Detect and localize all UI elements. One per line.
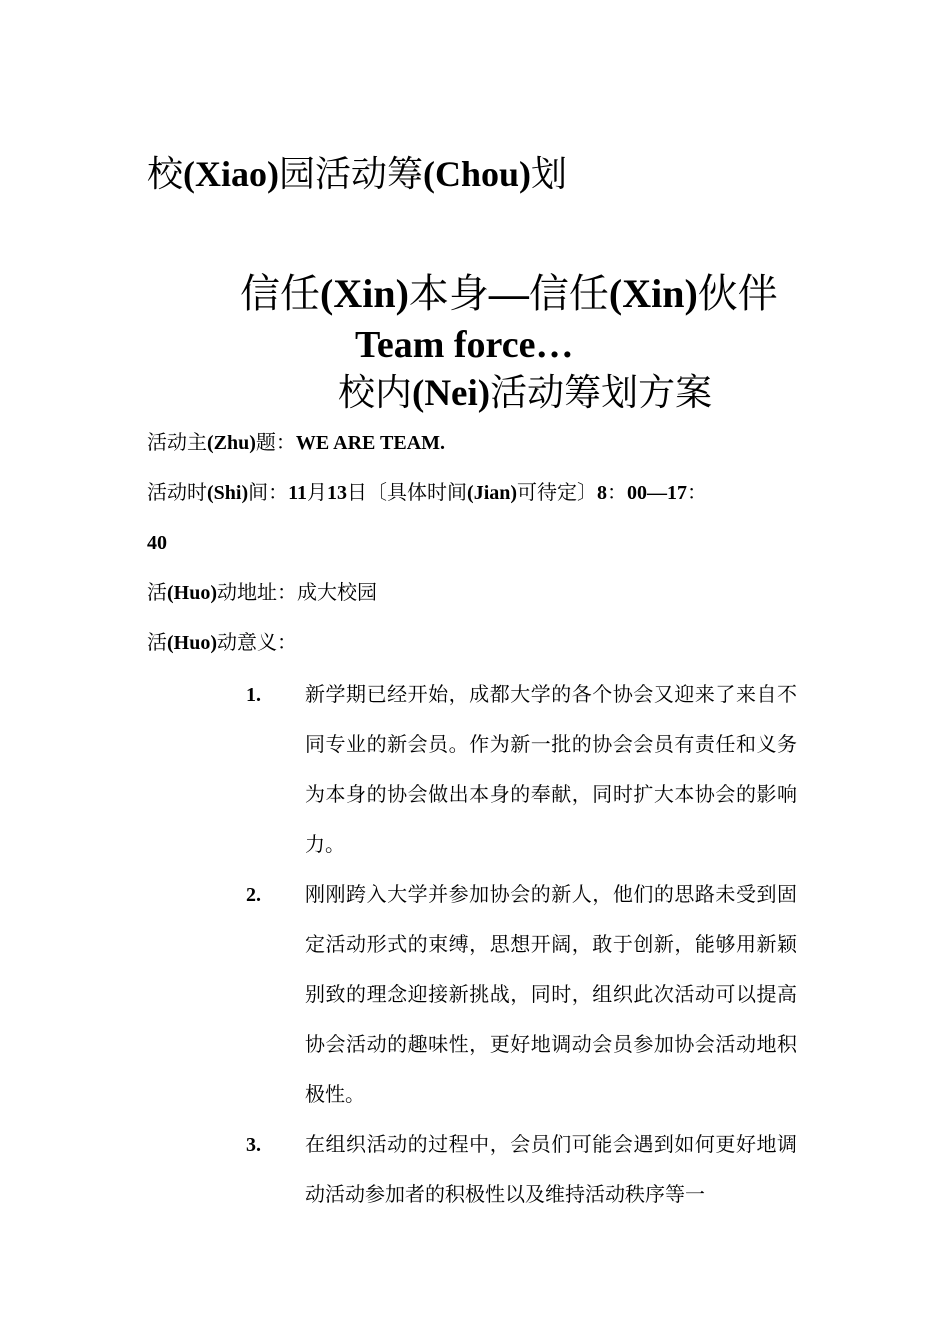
list-item-text: 新学期已经开始，成都大学的各个协会又迎来了来自不同专业的新会员。作为新一批的协会会员有责任和义务为本身的协会做出本身的奉献，同时扩大本协会的影响力。 <box>305 684 797 856</box>
list-item <box>0 670 950 870</box>
document-title <box>147 150 567 198</box>
subtitle-text: 信任 <box>240 271 320 316</box>
title-text: 校 <box>147 154 184 194</box>
activity-location <box>147 579 377 607</box>
list-item-text: 在组织活动的过程中，会员们可能会遇到如何更好地调动活动参加者的积极性以及维持活动秩序等一 <box>305 1134 797 1206</box>
subtitle-text: 信任 <box>528 271 609 316</box>
meaning-list <box>0 670 950 1220</box>
title-pinyin: (Chou) <box>423 154 532 194</box>
title-text: 园活动筹 <box>279 154 424 194</box>
theme-label: 题： <box>255 432 296 454</box>
time-text: 日〔具体时间 <box>347 482 468 504</box>
location-label: 活 <box>147 582 167 604</box>
meaning-label: 活 <box>147 632 167 654</box>
subtitle-dash: — <box>488 271 529 316</box>
location-pinyin: (Huo) <box>167 582 217 604</box>
time-range: 00—17 <box>627 482 688 504</box>
theme-label: 活动主 <box>147 432 207 454</box>
time-day: 13 <box>327 482 348 504</box>
subtitle-text: 本身 <box>408 271 489 316</box>
subtitle <box>240 268 778 320</box>
team-force-heading: Team force… <box>355 324 574 366</box>
subtitle-pinyin: (Xin) <box>320 271 409 316</box>
title-pinyin: (Xiao) <box>183 154 279 194</box>
time-colon: ： <box>687 482 708 504</box>
meaning-pinyin: (Huo) <box>167 632 217 654</box>
time-label: 间： <box>248 482 289 504</box>
subtitle-pinyin: (Xin) <box>608 271 698 316</box>
time-month: 11 <box>288 482 308 504</box>
plan-title-text: 校内 <box>338 373 412 414</box>
list-item-number: 1. <box>246 684 261 706</box>
time-colon: ： <box>607 482 628 504</box>
list-item <box>0 870 950 1120</box>
time-text: 月 <box>307 482 328 504</box>
location-label: 动地址：成大校园 <box>217 582 377 604</box>
time-text: 可待定〕 <box>517 482 598 504</box>
activity-theme <box>147 429 445 457</box>
plan-title-pinyin: (Nei) <box>412 373 491 414</box>
list-item-number: 2. <box>246 884 261 906</box>
list-item-number: 3. <box>246 1134 261 1156</box>
time-label: 活动时 <box>147 482 207 504</box>
time-pinyin: (Shi) <box>207 482 249 504</box>
plan-title <box>338 370 712 418</box>
activity-time <box>147 479 707 507</box>
list-item-text: 刚刚跨入大学并参加协会的新人，他们的思路未受到固定活动形式的束缚，思想开阔，敢于创新，能够用新颖别致的理念迎接新挑战，同时，组织此次活动可以提高协会活动的趣味性，更好地调动会员参加协会活动地积极性。 <box>305 884 797 1106</box>
theme-value: WE ARE TEAM. <box>295 432 446 454</box>
theme-pinyin: (Zhu) <box>207 432 256 454</box>
title-text: 划 <box>531 154 568 194</box>
plan-title-text: 活动筹划方案 <box>490 373 713 414</box>
meaning-label: 动意义： <box>217 632 297 654</box>
subtitle-text: 伙伴 <box>697 271 778 316</box>
activity-time-continued: 40 <box>147 532 167 554</box>
list-item <box>0 1120 950 1220</box>
activity-meaning-heading <box>147 629 297 657</box>
time-pinyin: (Jian) <box>467 482 518 504</box>
time-hour: 8 <box>597 482 608 504</box>
